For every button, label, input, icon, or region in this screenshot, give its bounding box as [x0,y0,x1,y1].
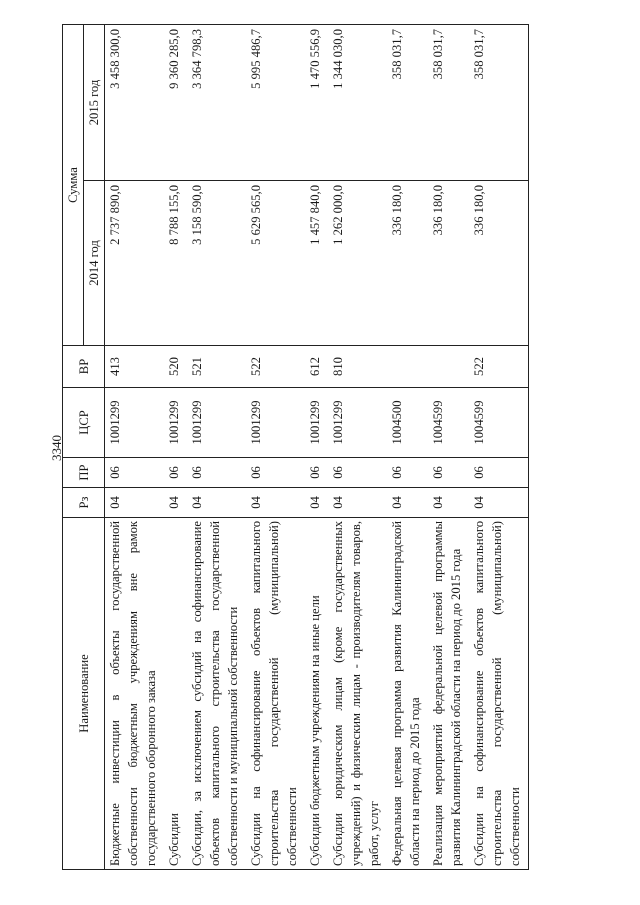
table-header [63,24,105,869]
row-pr: 06 [387,458,428,488]
header-csr: ЦСР [63,388,105,458]
row-sum-2015: 358 031,7 [469,24,529,180]
row-pr: 06 [469,458,529,488]
row-vr: 612 [305,346,328,388]
header-year-2014: 2014 год [84,181,105,346]
budget-table [62,24,529,870]
row-name: Бюджетные инвестиции в объекты государственной собственности бюджетным учреждениям вне рамок государственного оборонного заказа [105,518,165,870]
row-pr: 06 [246,458,305,488]
row-pr: 06 [105,458,165,488]
table-row [187,24,246,869]
table-row [387,24,428,869]
header-vr: ВР [63,346,105,388]
row-vr [428,346,469,388]
row-sum-2015: 1 344 030,0 [328,24,387,180]
row-name: Субсидии бюджетным учреждениям на иные цели [305,518,328,870]
row-rz: 04 [305,488,328,518]
row-csr: 1004599 [469,388,529,458]
row-csr: 1001299 [187,388,246,458]
row-rz: 04 [387,488,428,518]
table-row [428,24,469,869]
row-csr: 1004599 [428,388,469,458]
header-year-2015: 2015 год [84,24,105,180]
header-pr: ПР [63,458,105,488]
row-vr: 810 [328,346,387,388]
row-sum-2015: 9 360 285,0 [164,24,187,180]
row-vr: 520 [164,346,187,388]
table-row [305,24,328,869]
table-row [328,24,387,869]
row-pr: 06 [187,458,246,488]
header-rz: Рз [63,488,105,518]
row-sum-2014: 336 180,0 [469,181,529,346]
row-vr: 522 [469,346,529,388]
row-name: Федеральная целевая программа развития Калининградской области на период до 2015 года [387,518,428,870]
table-body [105,24,529,869]
row-vr: 521 [187,346,246,388]
row-sum-2014: 2 737 890,0 [105,181,165,346]
row-sum-2015: 1 470 556,9 [305,24,328,180]
row-sum-2015: 3 458 300,0 [105,24,165,180]
row-pr: 06 [305,458,328,488]
row-sum-2014: 3 158 590,0 [187,181,246,346]
header-sum: Сумма [63,24,84,345]
row-vr: 413 [105,346,165,388]
row-csr: 1001299 [305,388,328,458]
row-csr: 1001299 [164,388,187,458]
table-row [246,24,305,869]
row-rz: 04 [328,488,387,518]
rotated-table-container [62,25,585,870]
row-name: Субсидии, за исключением субсидий на софинансирование объектов капитального строительства государственной собственности и муниципальной собственности [187,518,246,870]
row-sum-2014: 1 262 000,0 [328,181,387,346]
row-sum-2015: 5 995 486,7 [246,24,305,180]
row-csr: 1004500 [387,388,428,458]
row-sum-2014: 5 629 565,0 [246,181,305,346]
row-sum-2015: 358 031,7 [428,24,469,180]
row-pr: 06 [164,458,187,488]
row-rz: 04 [428,488,469,518]
row-sum-2014: 336 180,0 [387,181,428,346]
row-sum-2014: 8 788 155,0 [164,181,187,346]
header-name: Наименование [63,518,105,870]
row-vr [387,346,428,388]
row-csr: 1001299 [105,388,165,458]
row-pr: 06 [428,458,469,488]
row-vr: 522 [246,346,305,388]
page-number: 3340 [49,435,64,461]
row-rz: 04 [164,488,187,518]
row-name: Субсидии [164,518,187,870]
row-sum-2015: 3 364 798,3 [187,24,246,180]
row-rz: 04 [246,488,305,518]
row-csr: 1001299 [328,388,387,458]
row-rz: 04 [105,488,165,518]
row-name: Реализация мероприятий федеральной целевой программы развития Калининградской области на период до 2015 года [428,518,469,870]
table-row [164,24,187,869]
row-rz: 04 [469,488,529,518]
row-sum-2014: 336 180,0 [428,181,469,346]
table-row [469,24,529,869]
row-csr: 1001299 [246,388,305,458]
row-name: Субсидии юридическим лицам (кроме государственных учреждений) и физическим лицам - производителям товаров, работ, услуг [328,518,387,870]
row-name: Субсидии на софинансирование объектов капитального строительства государственной (муниципальной) собственности [246,518,305,870]
row-sum-2015: 358 031,7 [387,24,428,180]
row-sum-2014: 1 457 840,0 [305,181,328,346]
table-row [105,24,165,869]
row-pr: 06 [328,458,387,488]
row-name: Субсидии на софинансирование объектов капитального строительства государственной (муниципальной) собственности [469,518,529,870]
row-rz: 04 [187,488,246,518]
